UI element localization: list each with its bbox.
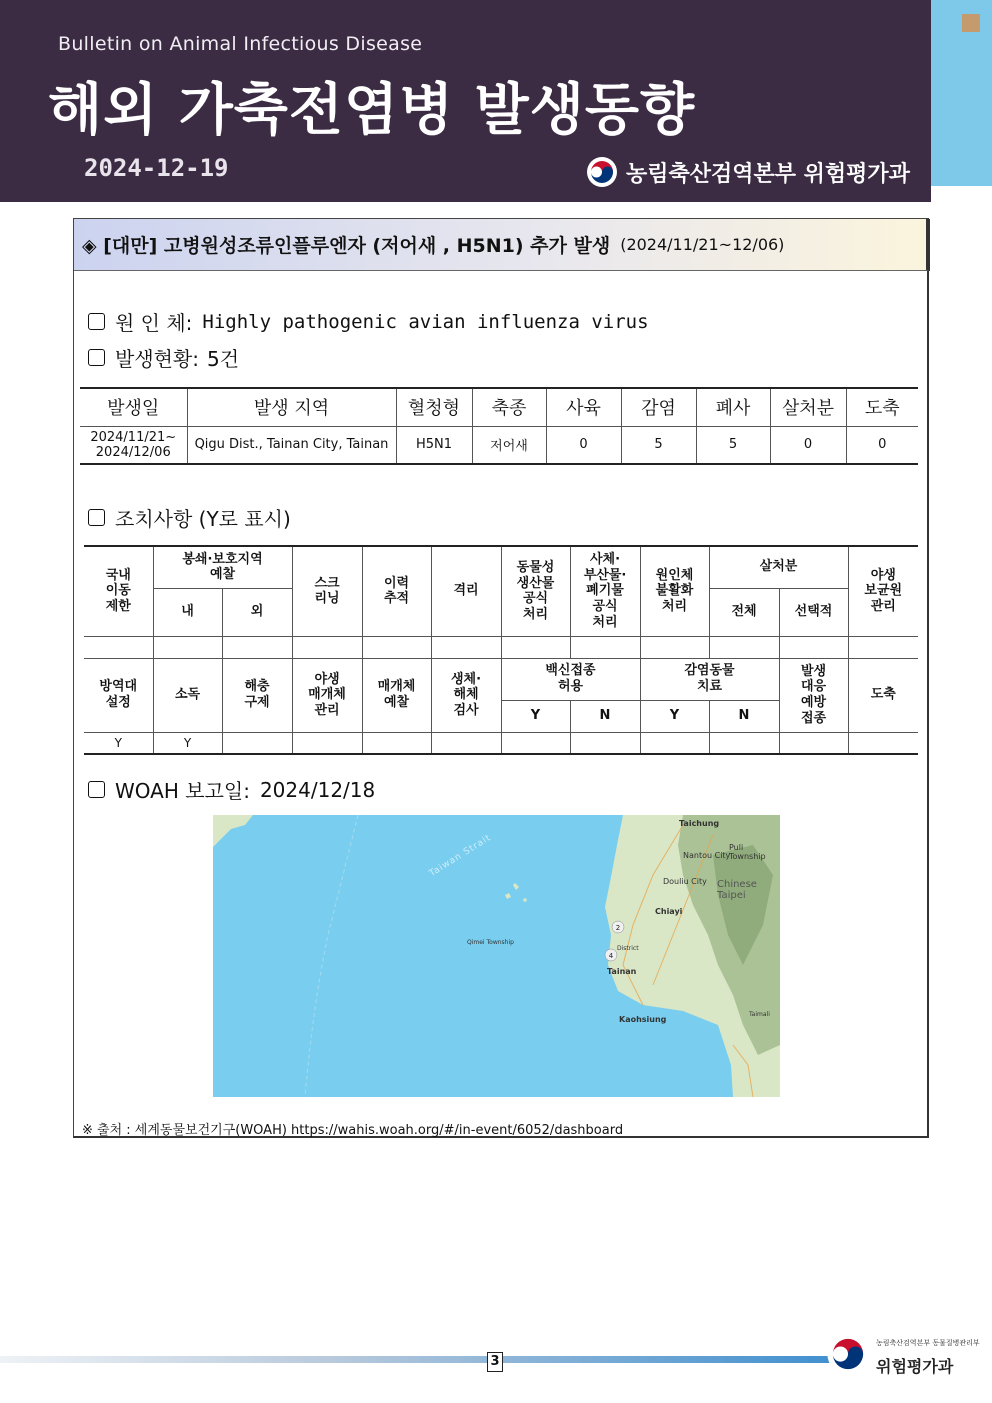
mark-disinfection: Y xyxy=(153,732,222,754)
checkbox-square-icon xyxy=(88,313,105,330)
measures-line xyxy=(88,503,291,532)
status-value: 5건 xyxy=(207,347,240,371)
checkbox-square-icon xyxy=(88,349,105,366)
cell-dead: 5 xyxy=(696,426,770,464)
woah-line xyxy=(88,775,375,804)
report-box xyxy=(73,218,929,1138)
measure-domestic-restriction: 국내 이동 제한 xyxy=(84,546,153,636)
measure-carcass-treatment: 사체· 부산물· 폐기물 공식 처리 xyxy=(570,546,640,636)
cell-date xyxy=(80,426,187,464)
measure-zone-surveillance: 봉쇄·보호지역 예찰 xyxy=(153,546,292,588)
footer-line xyxy=(0,1356,840,1363)
measure-zone-out: 외 xyxy=(222,588,292,636)
header-date: 2024-12-19 xyxy=(84,154,229,182)
map-label: Nantou City xyxy=(683,851,731,860)
measures-table xyxy=(84,545,918,755)
map-label: Taimali xyxy=(749,1011,770,1018)
outbreak-table xyxy=(80,387,918,465)
column-header: 발생일 xyxy=(80,388,187,426)
measure-product-treatment: 동물성 생산물 공식 처리 xyxy=(501,546,570,636)
source-note: ※ 출처 : 세계동물보건기구(WOAH) https://wahis.woah.org/#/in-event/6052/dashboard xyxy=(82,1123,624,1138)
table-header-row xyxy=(80,388,918,426)
mark-zoning: Y xyxy=(84,732,153,754)
cell-slaughtered: 0 xyxy=(846,426,918,464)
map-label: Qimei Township xyxy=(467,939,514,946)
page-number: 3 xyxy=(487,1352,503,1372)
measure-vaccine-y: Y xyxy=(501,700,570,732)
header-subtitle: Bulletin on Animal Infectious Disease xyxy=(58,33,423,55)
report-title: ◈ [대만] 고병원성조류인플루엔자 (저어새 , H5N1) 추가 발생 xyxy=(82,235,611,257)
map-label: Taiwan Strait xyxy=(427,832,494,880)
measures-label: 조치사항 (Y로 표시) xyxy=(115,507,291,531)
measure-quarantine: 격리 xyxy=(431,546,501,636)
outbreak-map xyxy=(213,815,780,1097)
map-label: Douliu City xyxy=(663,877,707,886)
cell-species: 저어새 xyxy=(472,426,546,464)
footer-org-big: 위험평가과 xyxy=(876,1357,954,1376)
cell-raised: 0 xyxy=(546,426,621,464)
agent-label: 원 인 체: xyxy=(115,311,193,335)
measure-treat-y: Y xyxy=(640,700,709,732)
date-end: 2024/12/06 xyxy=(95,444,171,460)
measure-wild-vector: 야생 매개체 관리 xyxy=(292,658,362,732)
column-header: 축종 xyxy=(472,388,546,426)
map-label: Taichung xyxy=(679,819,720,828)
header-org-name: 농림축산검역본부 위험평가과 xyxy=(626,161,910,187)
column-header: 도축 xyxy=(846,388,918,426)
footer-org-small: 농림축산검역본부 동물질병관리부 xyxy=(876,1339,980,1347)
measure-trace: 이력 추적 xyxy=(362,546,431,636)
map-label: District xyxy=(617,945,639,952)
checkbox-square-icon xyxy=(88,509,105,526)
header-title: 해외 가축전염병 발생동향 xyxy=(48,78,696,143)
taegeuk-logo-icon xyxy=(586,156,618,188)
header-org xyxy=(586,156,910,188)
measures-marks-row-2 xyxy=(84,732,918,754)
measure-cull-all: 전체 xyxy=(709,588,779,636)
measure-wildlife-reservoir: 야생 보균원 관리 xyxy=(848,546,918,636)
measure-inactivation: 원인체 불활화 처리 xyxy=(640,546,709,636)
checkbox-square-icon xyxy=(88,781,105,798)
status-label: 발생현황: xyxy=(115,347,200,371)
column-header: 감염 xyxy=(621,388,696,426)
measure-vaccine-n: N xyxy=(570,700,640,732)
map-label: Kaohsiung xyxy=(619,1015,667,1024)
woah-label: WOAH 보고일: xyxy=(115,779,250,803)
taegeuk-logo-icon xyxy=(826,1332,870,1376)
cell-region: Qigu Dist., Tainan City, Tainan xyxy=(187,426,396,464)
agent-line xyxy=(88,307,649,336)
measure-vaccination: 백신접종 허용 xyxy=(501,658,640,700)
measure-cull: 살처분 xyxy=(709,546,848,588)
map-label: Puli Township xyxy=(729,843,766,861)
column-header: 혈청형 xyxy=(396,388,472,426)
measure-zoning: 방역대 설정 xyxy=(84,658,153,732)
measure-slaughter: 도축 xyxy=(848,658,918,732)
measure-pest-control: 해충 구제 xyxy=(222,658,292,732)
woah-date: 2024/12/18 xyxy=(259,777,376,802)
measure-specimen: 생체· 해체 검사 xyxy=(431,658,501,732)
report-heading xyxy=(74,219,930,271)
measure-disinfection: 소독 xyxy=(153,658,222,732)
column-header: 폐사 xyxy=(696,388,770,426)
measure-preventive-vaccination: 발생 대응 예방 접종 xyxy=(779,658,848,732)
map-label: Tainan xyxy=(607,967,637,976)
status-line xyxy=(88,343,239,372)
measure-vector-survey: 매개체 예찰 xyxy=(362,658,431,732)
measures-marks-row-1 xyxy=(84,636,918,658)
measure-treat-n: N xyxy=(709,700,779,732)
table-row xyxy=(80,426,918,464)
agent-value: Highly pathogenic avian influenza virus xyxy=(202,310,649,333)
measure-screening: 스크 리닝 xyxy=(292,546,362,636)
measure-zone-in: 내 xyxy=(153,588,222,636)
date-start: 2024/11/21~ xyxy=(90,429,177,445)
cell-culled: 0 xyxy=(770,426,846,464)
column-header: 발생 지역 xyxy=(187,388,396,426)
measure-cull-selective: 선택적 xyxy=(779,588,848,636)
report-period: (2024/11/21~12/06) xyxy=(620,235,785,254)
map-label: Chiayi xyxy=(655,907,683,916)
column-header: 사육 xyxy=(546,388,621,426)
map-label: Chinese Taipei xyxy=(717,879,757,901)
map-marker-count: 2 xyxy=(615,924,621,932)
cell-infected: 5 xyxy=(621,426,696,464)
cell-serotype: H5N1 xyxy=(396,426,472,464)
side-accent-square xyxy=(962,14,980,32)
map-marker-count: 4 xyxy=(608,952,614,960)
column-header: 살처분 xyxy=(770,388,846,426)
measure-treatment: 감염동물 치료 xyxy=(640,658,779,700)
page-header xyxy=(0,0,931,202)
